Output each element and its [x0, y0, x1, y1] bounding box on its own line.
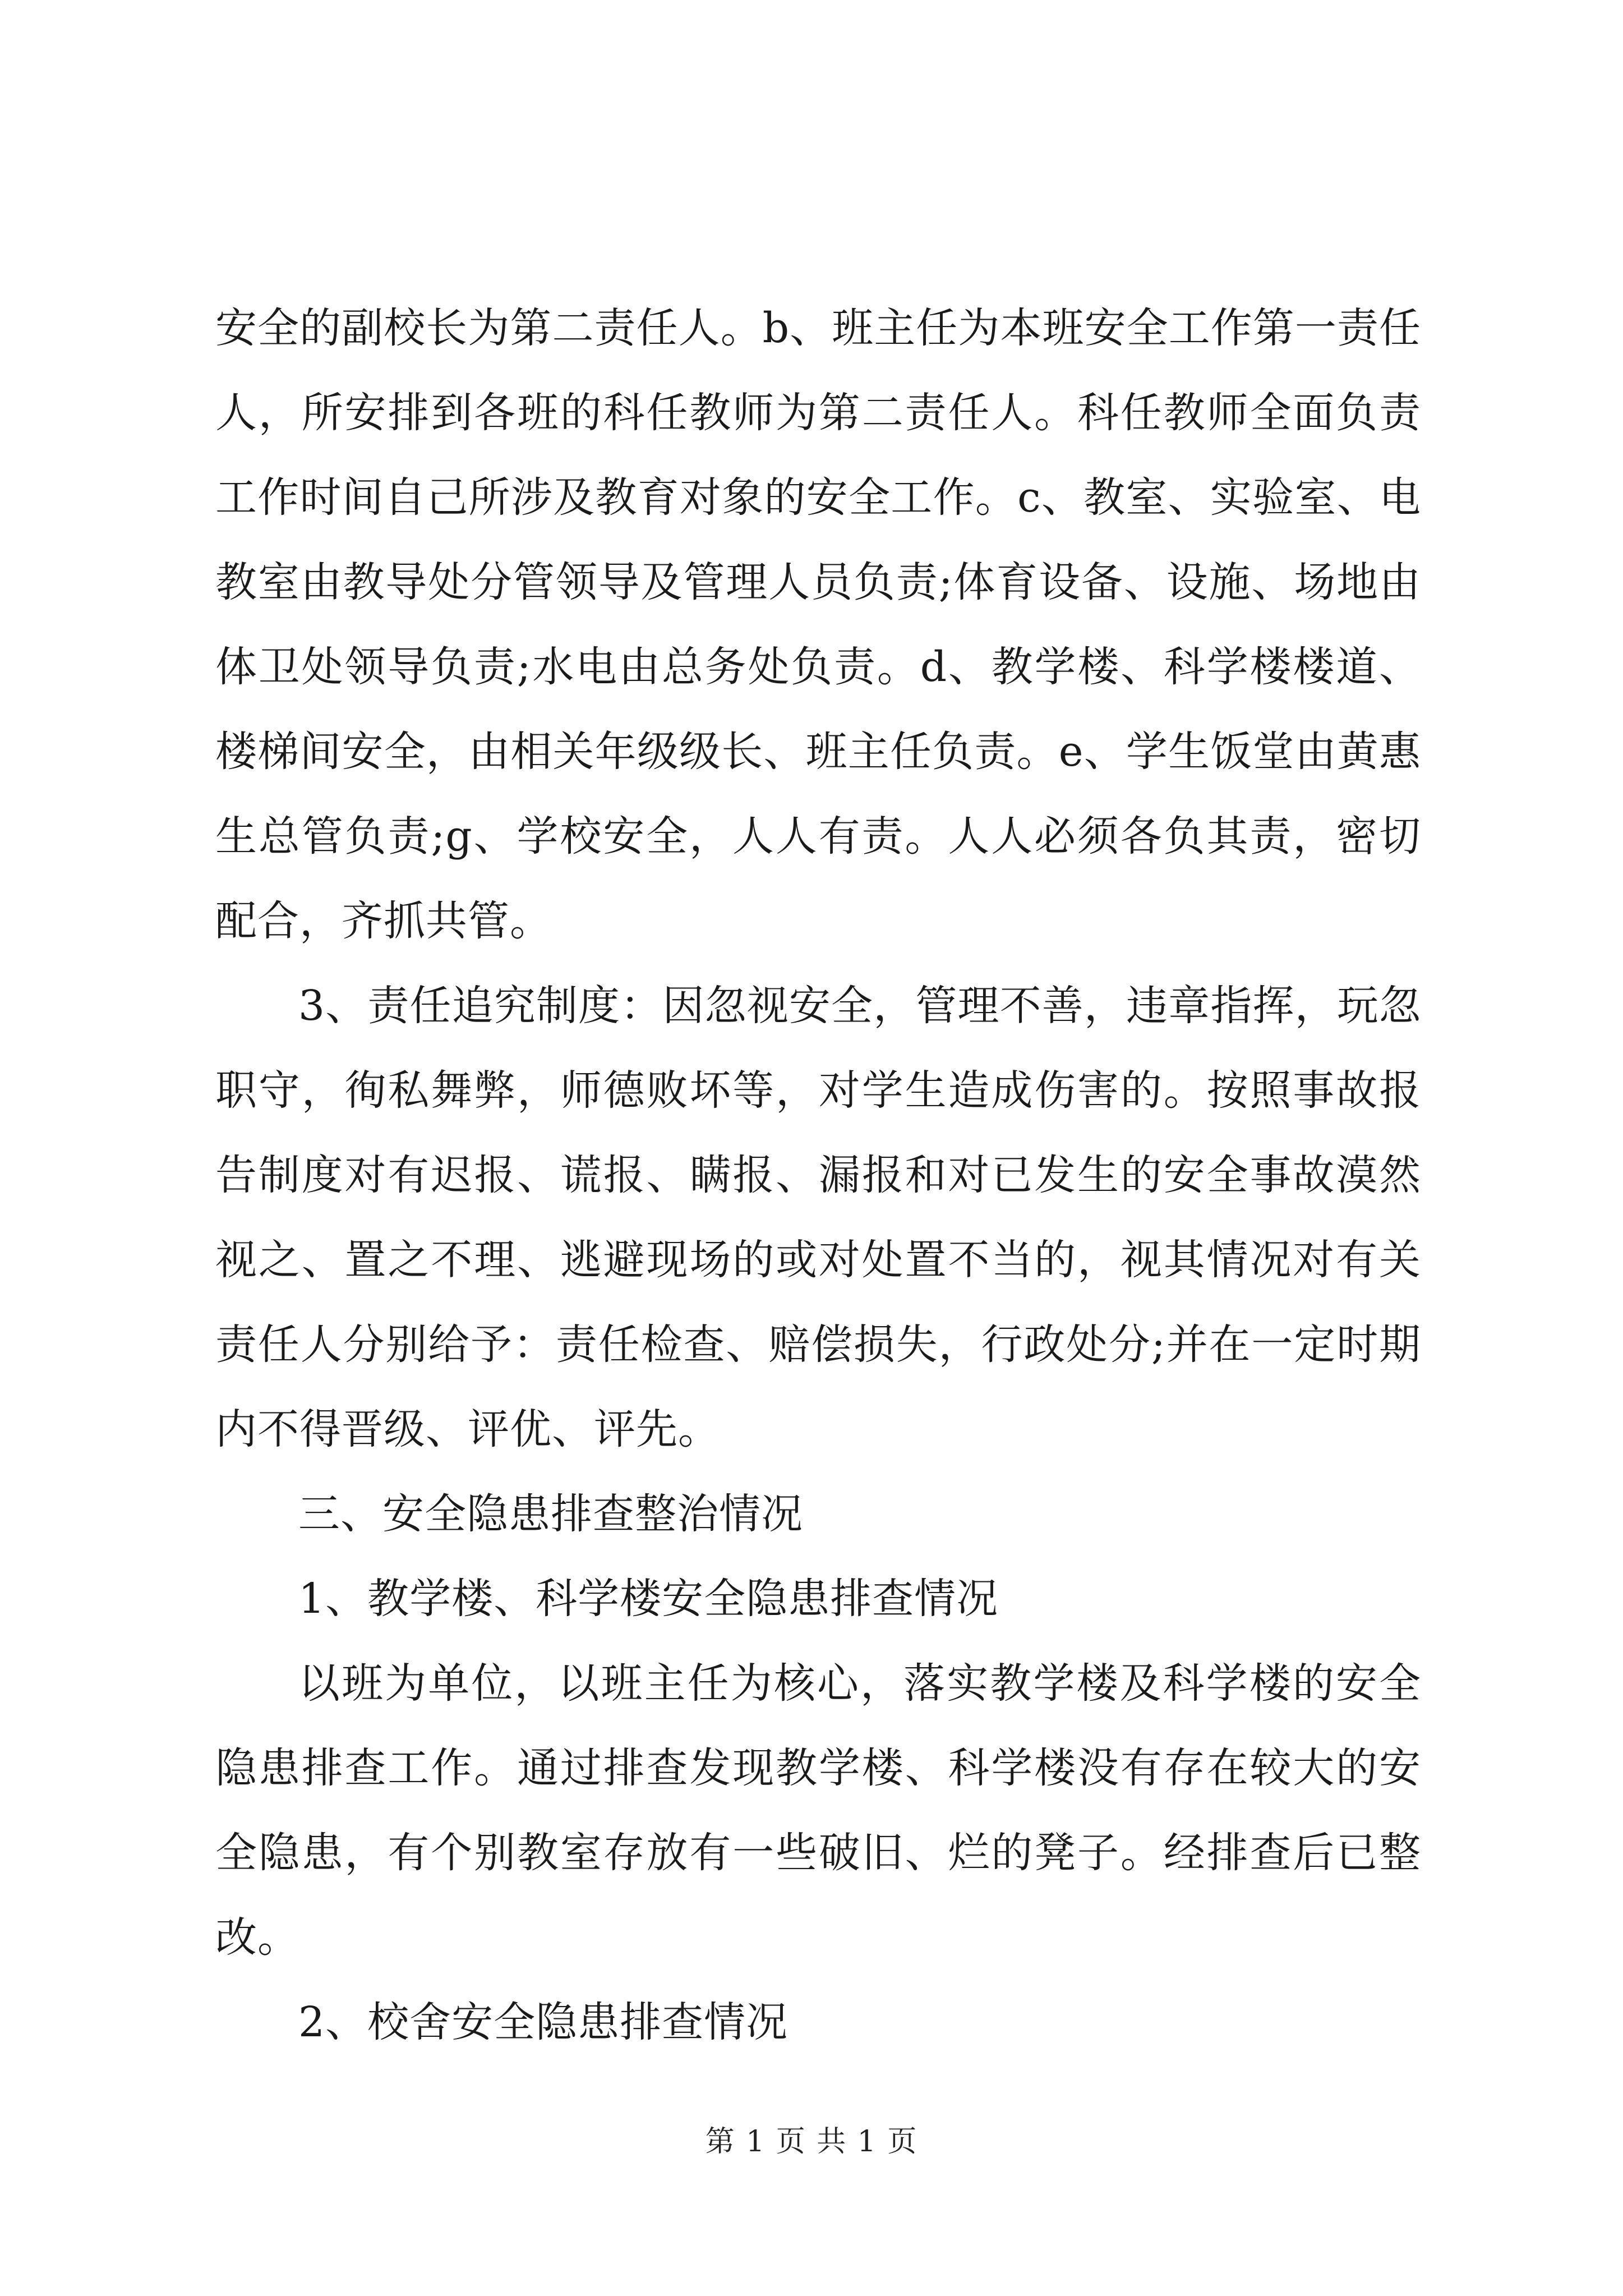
document-body [215, 286, 1421, 2065]
page-footer: 第 1 页 共 1 页 [705, 2125, 918, 2159]
section-heading-hazard-inspection: 三、安全隐患排查整治情况 [298, 1490, 803, 1538]
subheading-teaching-building: 1、教学楼、科学楼安全隐患排查情况 [298, 1575, 999, 1623]
paragraph-teaching-building-inspection: 以班为单位，以班主任为核心，落实教学楼及科学楼的安全隐患排查工作。通过排查发现教学楼、科学楼没有存在较大的安全隐患，有个别教室存放有一些破旧、烂的凳子。经排查后已整改。 [215, 1659, 1421, 1962]
paragraph-responsibility-assignment: 安全的副校长为第二责任人。b、班主任为本班安全工作第一责任人，所安排到各班的科任教师为第二责任人。科任教师全面负责工作时间自己所涉及教育对象的安全工作。c、教室、实验室、电教室由教导处分管领导及管理人员负责;体育设备、设施、场地由体卫处领导负责;水电由总务处负责。d、教学楼、科学楼楼道、楼梯间安全，由相关年级级长、班主任负责。e、学生饭堂由黄惠生总管负责;g、学校安全，人人有责。人人必须各负其责，密切配合，齐抓共管。 [215, 304, 1421, 945]
paragraph-accountability-system: 3、责任追究制度：因忽视安全，管理不善，违章指挥，玩忽职守，徇私舞弊，师德败坏等，对学生造成伤害的。按照事故报告制度对有迟报、谎报、瞒报、漏报和对已发生的安全事故漠然视之、置之不理、逃避现场的或对处置不当的，视其情况对有关责任人分别给予：责任检查、赔偿损失，行政处分;并在一定时期内不得晋级、评优、评先。 [215, 982, 1421, 1453]
subheading-school-building: 2、校舍安全隐患排查情况 [298, 1998, 789, 2046]
